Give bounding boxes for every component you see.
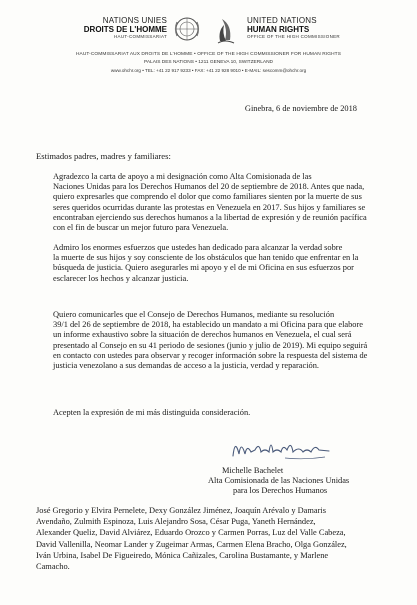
letter-paragraph-2: Admiro los enormes esfuerzos que ustedes han dedicado para alcanzar la verdad sobre la muerte de sus hijos y soy consciente de los obstáculos que han tenido que enfrentar en la búsqueda de justicia. Quiero asegurarles mi apoyo y el de mi Oficina en sus esfuerzos por esclarecer los hechos y alcanzar justicia. xyxy=(53,243,359,283)
letter-paragraph-1: Agradezco la carta de apoyo a mi designación como Alta Comisionada de las Naciones Unidas para los Derechos Humanos del 20 de septiembre de 2018. Antes que nada, quiero expresarles que comprendo el dolor que como familiares sienten por la muerte de sus seres queridos ocurridas durante las protestas en Venezuela en 2017. Sus hijos y familiares se encontraban ejerciendo sus derechos humanos a la libertad de expresión y de reunión pacífica con el fin de buscar un mejor futuro para Venezuela. xyxy=(53,172,367,233)
letter-closing: Acepten la expresión de mi más distinguida consideración. xyxy=(53,408,251,417)
letter-paragraph-3: Quiero comunicarles que el Consejo de Derechos Humanos, mediante su resolución 39/1 del 26 de septiembre de 2018, ha establecido un mandato a mi Oficina para que elabore un informe exhaustivo sobre la situación de derechos humanos en Venezuela, el cual será presentado al Consejo en su 41 periodo de sesiones (junio y julio de 2019). Mi equipo seguirá en contacto con ustedes para observar y recoger información sobre la respuesta del sistema de justicia venezolano a sus demandas de acceso a la justicia, verdad y reparación. xyxy=(53,310,368,371)
letter-date: Ginebra, 6 de noviembre de 2018 xyxy=(244,104,357,113)
letterhead-french xyxy=(84,16,167,40)
office-postal-address: PALAIS DES NATIONS • 1211 GENEVA 10, SWITZERLAND xyxy=(143,60,273,65)
letterhead-english xyxy=(247,16,340,40)
signatory-name: Michelle Bachelet xyxy=(222,466,284,475)
signatory-title-line-1: Alta Comisionada de las Naciones Unidas xyxy=(208,476,350,486)
signature-block xyxy=(208,466,349,497)
letterhead-english-office: OFFICE OF THE HIGH COMMISSIONER xyxy=(247,34,340,39)
letterhead-french-office: HAUT-COMMISSARIAT xyxy=(113,34,167,39)
handwritten-signature xyxy=(225,430,345,470)
recipients-list: José Gregorio y Elvira Pernelete, Dexy González Jiménez, Joaquín Arévalo y Damaris Avendaño, Zulmith Espinoza, Luis Alejandro Sosa, César Puga, Yaneth Hernández, Alexander Queliz, David Alviárez, Eduardo Orozco y Carmen Porras, Luz del Valle Cabeza, David Vallenilla, Neomar Lander y Zugeimar Armas, Carmen Elena Bracho, Olga González, Iván Urbina, Isabel De Figueiredo, Mónica Cañizales, Carolina Bustamante, y Marlene Camacho. xyxy=(36,506,347,572)
office-contact-line: www.ohchr.org • TEL: +41 22 917 9233 • FAX: +41 22 928 9010 • E-MAIL: sescomm@ohchr.org xyxy=(110,68,307,73)
letterhead-french-dept: DROITS DE L'HOMME xyxy=(83,25,167,34)
letterhead-english-dept: HUMAN RIGHTS xyxy=(247,25,310,34)
signatory-title-line-2: para los Derechos Humanos xyxy=(233,486,328,496)
letterhead-french-org: NATIONS UNIES xyxy=(102,16,167,25)
office-address-line: HAUT-COMMISSARIAT AUX DROITS DE L'HOMME • OFFICE OF THE HIGH COMMISSIONER FOR HUMAN RIGHTS xyxy=(75,52,342,57)
letterhead-english-org: UNITED NATIONS xyxy=(247,16,317,25)
human-rights-logo-icon xyxy=(208,13,242,45)
letter-greeting: Estimados padres, madres y familiares: xyxy=(36,151,171,161)
un-emblem-icon xyxy=(172,14,202,44)
